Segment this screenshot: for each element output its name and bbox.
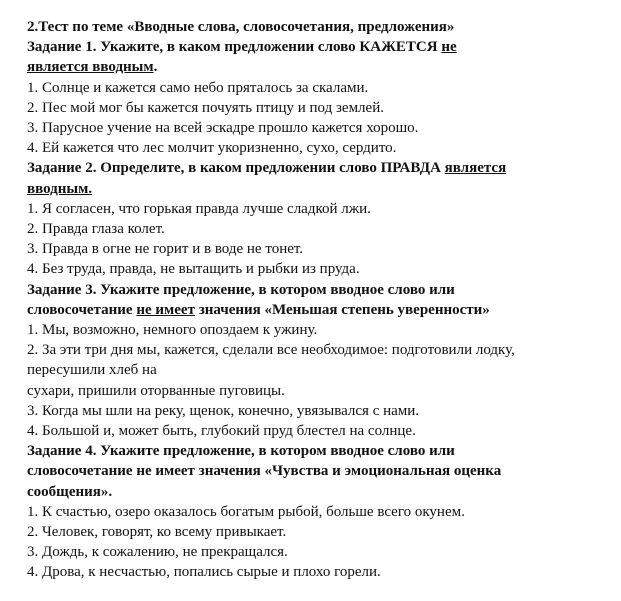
task-3-item-4: 4. Большой и, может быть, глубокий пруд блестел на солнце. [27,423,416,440]
task-4-heading-cont-2: сообщения». [27,483,113,500]
task-3-heading-not-has: не имеет [136,301,195,318]
task-3-heading: Задание 3. Укажите предложение, в котором вводное слово или [27,281,455,298]
task-3-item-2: 2. За эти три дня мы, кажется, сделали все необходимое: подготовили лодку, [27,342,515,359]
task-1-item-1: 1. Солнце и кажется само небо пряталось за скалами. [27,79,369,96]
task-3 [27,280,611,442]
task-2-item-1: 1. Я согласен, что горькая правда лучше сладкой лжи. [27,200,371,217]
task-4-item-4: 4. Дрова, к несчастью, попались сырые и плохо горели. [27,564,381,581]
task-2-item-4: 4. Без труда, правда, не вытащить и рыбки из пруда. [27,261,360,278]
task-1-heading-text: Задание 1. Укажите, в каком предложении слово КАЖЕТСЯ [27,39,442,56]
task-1-heading-period: . [153,59,158,76]
task-1-heading [27,37,611,57]
task-1-item-4: 4. Ей кажется что лес молчит укоризненно, сухо, сердито. [27,140,397,157]
task-3-heading-meaning: значения «Меньшая степень уверенности» [194,301,490,318]
task-2-heading-underlined-cont: вводным. [27,180,93,197]
task-2-item-2: 2. Правда глаза колет. [27,221,165,238]
task-4 [27,441,611,582]
task-1-heading-cont [27,57,611,77]
task-2-item-3: 3. Правда в огне не горит и в воде не тонет. [27,241,304,258]
task-1 [27,37,611,158]
task-3-heading-text: словосочетание [27,301,137,318]
test-title: 2.Тест по теме «Вводные слова, словосочетания, предложения» [27,19,455,35]
task-1-item-2: 2. Пес мой мог бы кажется почуять птицу и под землей. [27,99,384,116]
task-2-heading [27,158,611,178]
task-4-item-2: 2. Человек, говорят, ко всему привыкает. [27,524,287,541]
task-1-heading-not: не [441,39,457,56]
task-4-item-1: 1. К счастью, озеро оказалось богатым рыбой, больше всего окунем. [27,503,465,520]
task-1-heading-underlined: является вводным [27,59,154,76]
task-4-heading: Задание 4. Укажите предложение, в котором вводное слово или [27,443,455,460]
task-2 [27,158,611,279]
task-2-heading-text: Задание 2. Определите, в каком предложении слово ПРАВДА [27,160,445,177]
task-3-item-2-cont-1: пересушили хлеб на [27,362,157,379]
task-1-item-3: 3. Парусное учение на всей эскадре прошло кажется хорошо. [27,120,419,137]
task-2-heading-cont [27,179,611,199]
task-2-heading-underlined: является [444,160,507,177]
task-4-heading-cont: словосочетание не имеет значения «Чувства и эмоциональная оценка [27,463,502,480]
task-3-item-3: 3. Когда мы шли на реку, щенок, конечно, увязывался с нами. [27,402,420,419]
task-3-item-1: 1. Мы, возможно, немного опоздаем к ужину. [27,322,318,339]
task-3-item-2-cont-2: сухари, пришили оторванные пуговицы. [27,382,285,399]
task-4-item-3: 3. Дождь, к сожалению, не прекращался. [27,544,288,561]
task-3-heading-cont [27,300,611,320]
